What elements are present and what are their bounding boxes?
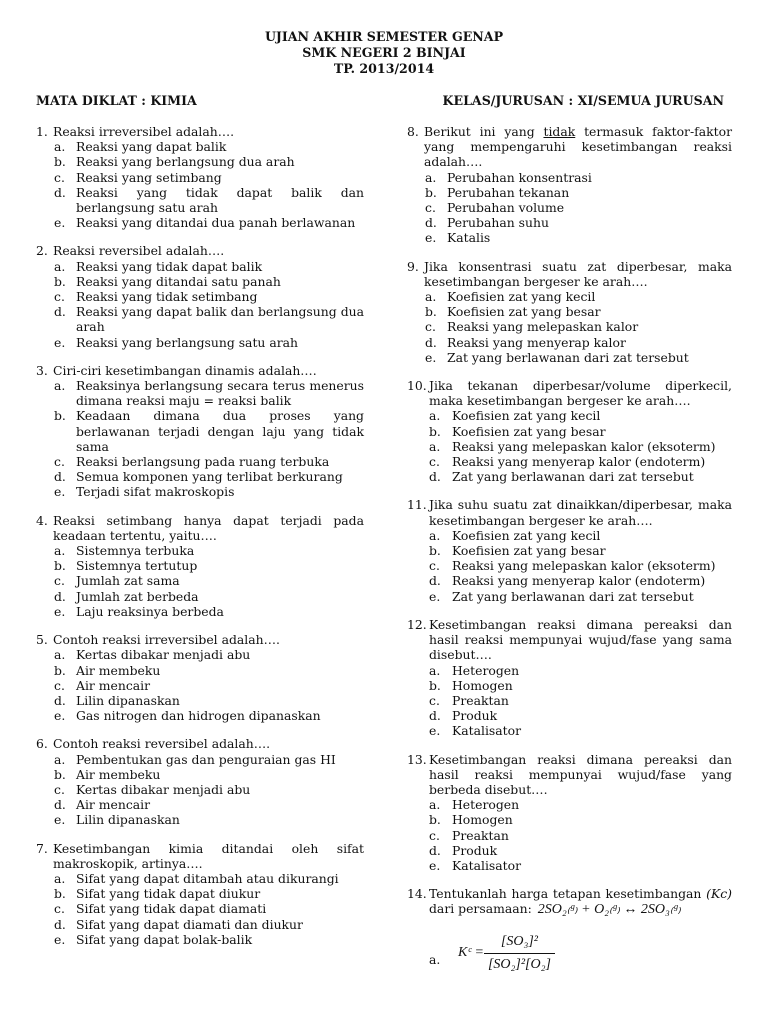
question-number: 1. <box>36 124 48 139</box>
question-item <box>36 243 364 349</box>
answer-option <box>36 274 364 289</box>
option-letter: b. <box>54 154 66 170</box>
question-number: 2. <box>36 243 48 259</box>
answer-option <box>36 604 364 619</box>
option-text: Preaktan <box>452 692 509 708</box>
option-letter: d. <box>54 916 66 932</box>
question-number: 7. <box>36 840 48 856</box>
option-letter: a. <box>54 139 66 155</box>
option-text: Sifat yang dapat ditambah atau dikurangi <box>76 870 339 886</box>
option-text: Produk <box>452 708 498 724</box>
answer-option <box>407 335 732 350</box>
option-text: Perubahan tekanan <box>447 184 570 200</box>
answer-option-formula <box>407 932 732 975</box>
option-text: Reaksi yang berlangsung satu arah <box>76 334 299 350</box>
question-item <box>407 378 732 484</box>
answer-option <box>407 812 732 827</box>
question-number: 10. <box>407 378 427 394</box>
answer-option <box>36 708 364 723</box>
kc-denominator: [SO₂]²[O₂] <box>487 956 551 972</box>
option-text: Lilin dipanaskan <box>76 812 180 828</box>
answer-option <box>407 589 732 604</box>
option-text: Kertas dibakar menjadi abu <box>76 647 251 663</box>
question-text <box>407 124 732 170</box>
school-name: SMK NEGERI 2 BINJAI <box>302 45 466 60</box>
option-text: Katalisator <box>452 857 522 873</box>
left-column <box>36 124 364 960</box>
option-text: Gas nitrogen dan hidrogen dipanaskan <box>76 708 321 724</box>
question-text <box>407 752 732 798</box>
option-text: Perubahan konsentrasi <box>447 169 592 185</box>
option-text: Zat yang berlawanan dari zat tersebut <box>452 588 694 604</box>
option-letter: e. <box>429 723 441 739</box>
option-letter: c. <box>425 319 436 335</box>
option-text: Sifat yang tidak dapat diamati <box>76 901 267 917</box>
option-letter: b. <box>54 408 66 424</box>
answer-option <box>36 693 364 708</box>
option-letter: e. <box>54 603 66 619</box>
question-item <box>36 736 364 827</box>
question-stem-part: dari persamaan: <box>429 901 532 917</box>
option-text: Jumlah zat berbeda <box>76 588 199 604</box>
answer-option <box>407 170 732 185</box>
question-number: 14. <box>407 886 427 902</box>
question-item <box>407 497 732 603</box>
answer-option <box>36 484 364 499</box>
option-text: Reaksi yang tidak dapat balik <box>76 258 263 274</box>
answer-option <box>36 185 364 215</box>
option-letter: c. <box>429 827 440 843</box>
option-text: Reaksi yang berlangsung dua arah <box>76 154 295 170</box>
question-text <box>36 363 364 378</box>
option-text: Sifat yang dapat diamati dan diukur <box>76 916 303 932</box>
question-number: 3. <box>36 362 48 378</box>
option-letter: a. <box>429 438 441 454</box>
underlined-word: tidak <box>543 124 576 139</box>
answer-option <box>407 408 732 423</box>
option-text: Perubahan suhu <box>447 215 549 231</box>
subject-label: MATA DIKLAT : KIMIA <box>36 93 197 108</box>
option-text: Sistemnya terbuka <box>76 543 195 559</box>
answer-option <box>407 215 732 230</box>
option-text: Air membeku <box>76 766 161 782</box>
option-text: Pembentukan gas dan penguraian gas HI <box>76 751 336 767</box>
option-letter: d. <box>54 469 66 485</box>
answer-option <box>407 528 732 543</box>
question-item <box>407 886 732 974</box>
answer-option <box>36 663 364 678</box>
school-year: TP. 2013/2014 <box>333 61 435 76</box>
option-letter: c. <box>54 169 65 185</box>
question-text <box>407 259 732 289</box>
question-number: 5. <box>36 632 48 648</box>
option-letter: a. <box>429 797 441 813</box>
option-letter: a. <box>54 378 66 394</box>
option-text: Reaksi yang melepaskan kalor <box>447 319 639 335</box>
option-text: Reaksi yang tidak dapat balik dan berlangsung satu arah <box>76 184 364 216</box>
answer-option <box>36 678 364 693</box>
question-stem: Kesetimbangan reaksi dimana pereaksi dan hasil reaksi mempunyai wujud/fase yang berbeda disebut…. <box>429 751 732 797</box>
answer-option <box>407 678 732 693</box>
question-text <box>36 513 364 543</box>
answer-option <box>407 708 732 723</box>
option-text: Air mencair <box>76 797 151 813</box>
option-letter: e. <box>54 708 66 724</box>
question-number: 8. <box>407 124 419 139</box>
question-stem: Reaksi reversibel adalah…. <box>53 243 225 259</box>
question-item <box>407 752 732 874</box>
option-letter: c. <box>429 454 440 470</box>
answer-option <box>407 843 732 858</box>
answer-option <box>407 543 732 558</box>
option-letter: a. <box>429 408 441 424</box>
option-letter: d. <box>425 215 437 231</box>
answer-option <box>36 782 364 797</box>
question-stem: Jika suhu suatu zat dinaikkan/diperbesar, maka kesetimbangan bergeser ke arah…. <box>429 497 732 528</box>
answer-option <box>36 886 364 901</box>
question-stem: Contoh reaksi reversibel adalah…. <box>53 736 271 752</box>
option-letter: a. <box>54 258 66 274</box>
option-letter: d. <box>54 797 66 813</box>
option-letter: d. <box>429 708 441 724</box>
option-text: Reaksi berlangsung pada ruang terbuka <box>76 454 330 470</box>
option-letter: a. <box>54 751 66 767</box>
answer-option <box>407 723 732 738</box>
option-letter: a. <box>54 647 66 663</box>
option-letter: c. <box>54 454 65 470</box>
class-label: KELAS/JURUSAN : XI/SEMUA JURUSAN <box>442 93 724 108</box>
option-letter: a. <box>429 527 441 543</box>
option-text: Reaksi yang menyerap kalor <box>447 334 626 350</box>
option-text: Koefisien zat yang besar <box>452 543 606 559</box>
option-text: Produk <box>452 842 498 858</box>
answer-option <box>36 259 364 274</box>
answer-option <box>36 408 364 454</box>
option-text: Terjadi sifat makroskopis <box>76 484 235 500</box>
answer-option <box>36 454 364 469</box>
answer-option <box>36 647 364 662</box>
question-item <box>36 513 364 619</box>
question-number: 9. <box>407 258 419 274</box>
option-letter: b. <box>54 273 66 289</box>
answer-option <box>36 901 364 916</box>
answer-option <box>36 215 364 230</box>
option-text: Heterogen <box>452 662 520 678</box>
question-stem: Contoh reaksi irreversibel adalah…. <box>53 632 280 648</box>
option-text: Jumlah zat sama <box>76 573 180 589</box>
question-number: 13. <box>407 751 427 767</box>
option-letter: d. <box>54 692 66 708</box>
option-letter: d. <box>54 184 66 200</box>
option-letter: d. <box>429 573 441 589</box>
question-item <box>36 841 364 947</box>
question-text <box>36 243 364 258</box>
option-text: Katalis <box>447 230 491 246</box>
option-text: Reaksinya berlangsung secara terus menerus dimana reaksi maju = reaksi balik <box>76 378 364 409</box>
answer-option <box>36 917 364 932</box>
question-text <box>407 378 732 408</box>
question-text <box>36 632 364 647</box>
option-text: Sistemnya tertutup <box>76 558 198 574</box>
kc-fraction <box>484 932 555 975</box>
option-text: Reaksi yang menyerap kalor (endoterm) <box>452 573 706 589</box>
question-stem: Jika tekanan diperbesar/volume diperkecil, maka kesetimbangan bergeser ke arah…. <box>429 378 732 409</box>
answer-option <box>36 469 364 484</box>
option-letter: c. <box>425 200 436 216</box>
question-stem: Ciri-ciri kesetimbangan dinamis adalah…. <box>53 362 317 378</box>
answer-option <box>407 200 732 215</box>
option-text: Katalisator <box>452 723 522 739</box>
option-letter: a. <box>425 289 437 305</box>
option-text: Homogen <box>452 677 513 693</box>
answer-option <box>407 454 732 469</box>
answer-option <box>36 558 364 573</box>
question-stem: Reaksi setimbang hanya dapat terjadi pada keadaan tertentu, yaitu…. <box>53 512 364 543</box>
answer-option <box>36 335 364 350</box>
option-text: Reaksi yang tidak setimbang <box>76 289 258 305</box>
answer-option <box>36 304 364 334</box>
option-letter: c. <box>54 677 65 693</box>
answer-option <box>407 558 732 573</box>
option-text: Reaksi yang ditandai dua panah berlawanan <box>76 215 356 231</box>
option-letter: d. <box>54 304 66 320</box>
answer-option <box>36 767 364 782</box>
option-text: Heterogen <box>452 797 520 813</box>
option-text: Reaksi yang setimbang <box>76 169 222 185</box>
option-letter: d. <box>425 334 437 350</box>
answer-option <box>407 424 732 439</box>
question-item <box>36 124 364 230</box>
question-text <box>36 736 364 751</box>
answer-option <box>36 812 364 827</box>
answer-option <box>407 319 732 334</box>
answer-option <box>36 932 364 947</box>
answer-option <box>407 289 732 304</box>
option-letter: b. <box>425 304 437 320</box>
option-text: Laju reaksinya berbeda <box>76 603 224 619</box>
answer-option <box>407 573 732 588</box>
option-letter: d. <box>54 588 66 604</box>
right-column <box>407 124 732 988</box>
option-text: Homogen <box>452 812 513 828</box>
question-stem-part: Tentukanlah harga tetapan kesetimbangan <box>429 886 707 902</box>
option-letter: e. <box>54 484 66 500</box>
option-letter: c. <box>429 558 440 574</box>
option-letter: b. <box>429 423 441 439</box>
answer-option <box>407 185 732 200</box>
option-text: Lilin dipanaskan <box>76 692 180 708</box>
answer-option <box>407 693 732 708</box>
option-letter: a. <box>54 870 66 886</box>
option-letter: e. <box>425 349 437 365</box>
option-text: Reaksi yang menyerap kalor (endoterm) <box>452 454 706 470</box>
question-stem: Reaksi irreversibel adalah…. <box>53 124 235 139</box>
option-letter: e. <box>54 334 66 350</box>
answer-option <box>407 469 732 484</box>
option-letter: b. <box>54 662 66 678</box>
question-item <box>407 617 732 739</box>
option-text: Sifat yang dapat bolak-balik <box>76 931 253 947</box>
question-stem: Kesetimbangan kimia ditandai oleh sifat makroskopik, artinya…. <box>53 840 364 871</box>
option-letter: b. <box>425 184 437 200</box>
option-letter: c. <box>54 781 65 797</box>
answer-option <box>36 871 364 886</box>
option-letter: e. <box>54 215 66 231</box>
kc-symbol: (Kc) <box>706 886 732 902</box>
question-text <box>407 497 732 527</box>
answer-option <box>36 543 364 558</box>
answer-option <box>36 170 364 185</box>
option-text: Reaksi yang dapat balik <box>76 139 227 155</box>
answer-option <box>407 230 732 245</box>
answer-option <box>407 304 732 319</box>
question-item <box>407 259 732 365</box>
option-text: Reaksi yang melepaskan kalor (eksoterm) <box>452 438 716 454</box>
option-text: Koefisien zat yang kecil <box>452 527 601 543</box>
option-text: Sifat yang tidak dapat diukur <box>76 886 261 902</box>
option-text: Zat yang berlawanan dari zat tersebut <box>447 349 689 365</box>
question-item <box>36 363 364 500</box>
option-text: Keadaan dimana dua proses yang berlawanan terjadi dengan laju yang tidak sama <box>76 408 364 454</box>
option-letter: b. <box>429 677 441 693</box>
question-text <box>36 124 364 139</box>
option-letter: b. <box>54 766 66 782</box>
option-letter: c. <box>54 573 65 589</box>
option-text: Koefisien zat yang kecil <box>447 289 596 305</box>
kc-numerator: [SO₃]² <box>484 932 555 954</box>
question-number: 11. <box>407 497 427 513</box>
answer-option <box>36 154 364 169</box>
option-letter: e. <box>54 812 66 828</box>
option-letter: a. <box>54 543 66 559</box>
option-letter: c. <box>54 289 65 305</box>
question-stem-part: Berikut ini yang <box>424 124 544 139</box>
option-letter: e. <box>54 931 66 947</box>
option-letter: b. <box>429 812 441 828</box>
answer-option <box>407 828 732 843</box>
option-letter: c. <box>54 901 65 917</box>
answer-option <box>36 289 364 304</box>
kc-expression-lhs: Kᶜ = <box>458 945 484 961</box>
question-stem: Kesetimbangan reaksi dimana pereaksi dan hasil reaksi mempunyai wujud/fase yang sama disebut…. <box>429 616 732 663</box>
option-letter: b. <box>54 886 66 902</box>
option-letter: b. <box>54 558 66 574</box>
option-text: Kertas dibakar menjadi abu <box>76 781 251 797</box>
answer-option <box>36 589 364 604</box>
option-text: Zat yang berlawanan dari zat tersebut <box>452 469 694 485</box>
option-text: Air membeku <box>76 662 161 678</box>
option-text: Reaksi yang dapat balik dan berlangsung dua arah <box>76 304 364 335</box>
option-letter: a. <box>425 169 437 185</box>
question-number: 6. <box>36 736 48 752</box>
reaction-equation: 2SO₂₍ᵍ₎ + O₂₍ᵍ₎ ↔ 2SO₃₍ᵍ₎ <box>537 902 681 918</box>
option-letter: e. <box>425 230 437 246</box>
option-letter: d. <box>429 469 441 485</box>
option-text: Koefisien zat yang kecil <box>452 408 601 424</box>
option-letter: d. <box>429 842 441 858</box>
answer-option <box>36 378 364 408</box>
answer-option <box>407 439 732 454</box>
option-letter: b. <box>429 543 441 559</box>
answer-option <box>36 797 364 812</box>
question-stem-part: termasuk faktor-faktor yang mempengaruhi kesetimbangan reaksi adalah…. <box>424 124 732 170</box>
option-text: Air mencair <box>76 677 151 693</box>
answer-option <box>36 139 364 154</box>
question-item <box>407 124 732 246</box>
answer-option <box>407 663 732 678</box>
question-text <box>407 617 732 663</box>
question-text <box>36 841 364 871</box>
option-text: Koefisien zat yang besar <box>452 423 606 439</box>
option-letter: e. <box>429 588 441 604</box>
option-text: Preaktan <box>452 827 509 843</box>
option-text: Semua komponen yang terlibat berkurang <box>76 469 343 485</box>
option-letter: a. <box>429 662 441 678</box>
option-letter: e. <box>429 857 441 873</box>
option-text: Reaksi yang melepaskan kalor (eksoterm) <box>452 558 716 574</box>
question-text <box>407 886 732 917</box>
option-letter: a. <box>429 951 441 967</box>
question-stem: Jika konsentrasi suatu zat diperbesar, maka kesetimbangan bergeser ke arah…. <box>424 258 732 289</box>
option-text: Reaksi yang ditandai satu panah <box>76 273 281 289</box>
question-number: 12. <box>407 616 427 632</box>
answer-option <box>407 350 732 365</box>
answer-option <box>36 752 364 767</box>
exam-title: UJIAN AKHIR SEMESTER GENAP <box>264 29 504 44</box>
question-number: 4. <box>36 512 48 528</box>
option-text: Perubahan volume <box>447 200 565 216</box>
option-text: Koefisien zat yang besar <box>447 304 601 320</box>
answer-option <box>407 797 732 812</box>
answer-option <box>407 858 732 873</box>
option-letter: c. <box>429 692 440 708</box>
answer-option <box>36 573 364 588</box>
question-item <box>36 632 364 723</box>
